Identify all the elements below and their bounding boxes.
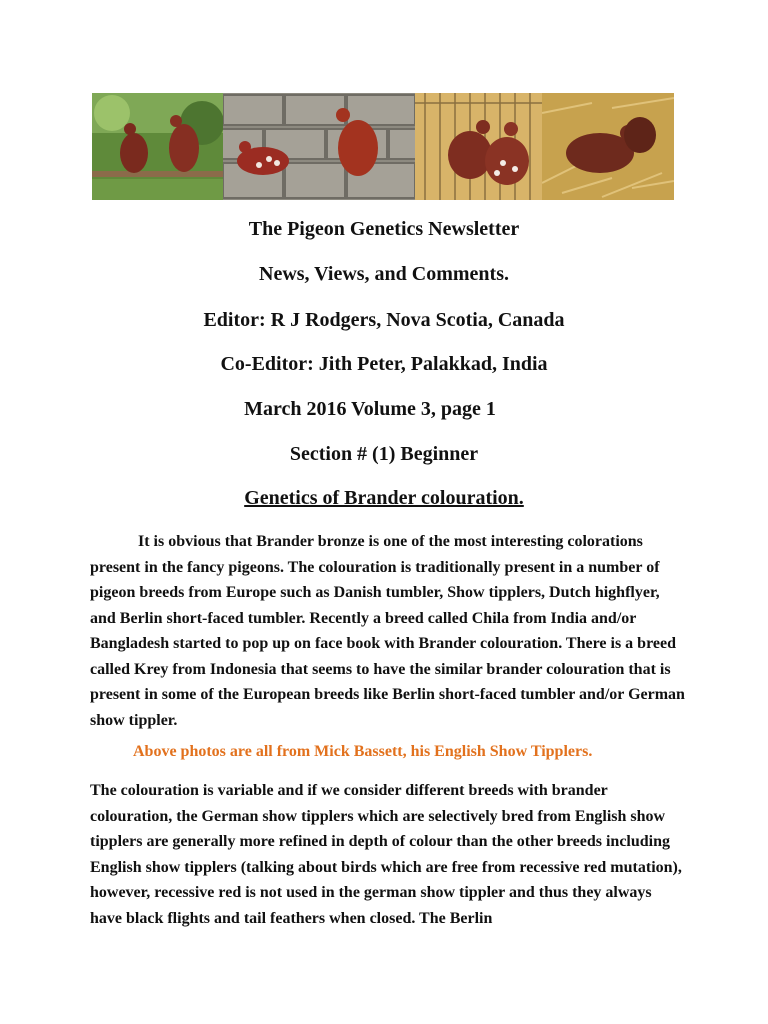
header-photo-strip xyxy=(92,93,674,200)
pigeons-on-straw-photo xyxy=(542,93,674,200)
pigeons-on-perch-photo xyxy=(92,93,223,200)
photo-caption: Above photos are all from Mick Bassett, his English Show Tipplers. xyxy=(133,743,593,760)
article-paragraph-2: The colouration is variable and if we consider different breeds with brander colouration, the German show tipplers which are selectively bred from English show tipplers are generally more refined in depth of colour than the other breeds including English show tipplers (talking about birds which are free from recessive red mutation), however, recessive red is not used in the german show tippler and thus they always have black flights and tail feathers when closed. The Berlin xyxy=(90,782,682,927)
editor-line: Editor: R J Rodgers, Nova Scotia, Canada xyxy=(203,309,565,331)
article-title: Genetics of Brander colouration. xyxy=(244,487,524,509)
pigeons-on-blocks-photo xyxy=(223,93,415,200)
newsletter-title: The Pigeon Genetics Newsletter xyxy=(248,218,520,240)
issue-line: March 2016 Volume 3, page 1 xyxy=(244,398,496,420)
section-line: Section # (1) Beginner xyxy=(289,443,479,465)
co-editor-line: Co-Editor: Jith Peter, Palakkad, India xyxy=(220,353,548,375)
pigeons-in-cage-photo xyxy=(415,93,542,200)
article-paragraph-1: It is obvious that Brander bronze is one of the most interesting colorations present in the fancy pigeons. The colouration is traditionally present in a number of pigeon breeds from Europe such as Danish tumbler, Show tipplers, Dutch highflyer, and Berlin short-faced tumbler. Recently a breed called Chila from India and/or Bangladesh started to pop up on face book with Brander colouration. There is a breed called Krey from Indonesia that seems to have the similar brander colouration that is present in some of the European breeds like Berlin short-faced tumbler and/or German show tippler. xyxy=(90,533,685,729)
newsletter-subtitle: News, Views, and Comments. xyxy=(259,263,509,285)
